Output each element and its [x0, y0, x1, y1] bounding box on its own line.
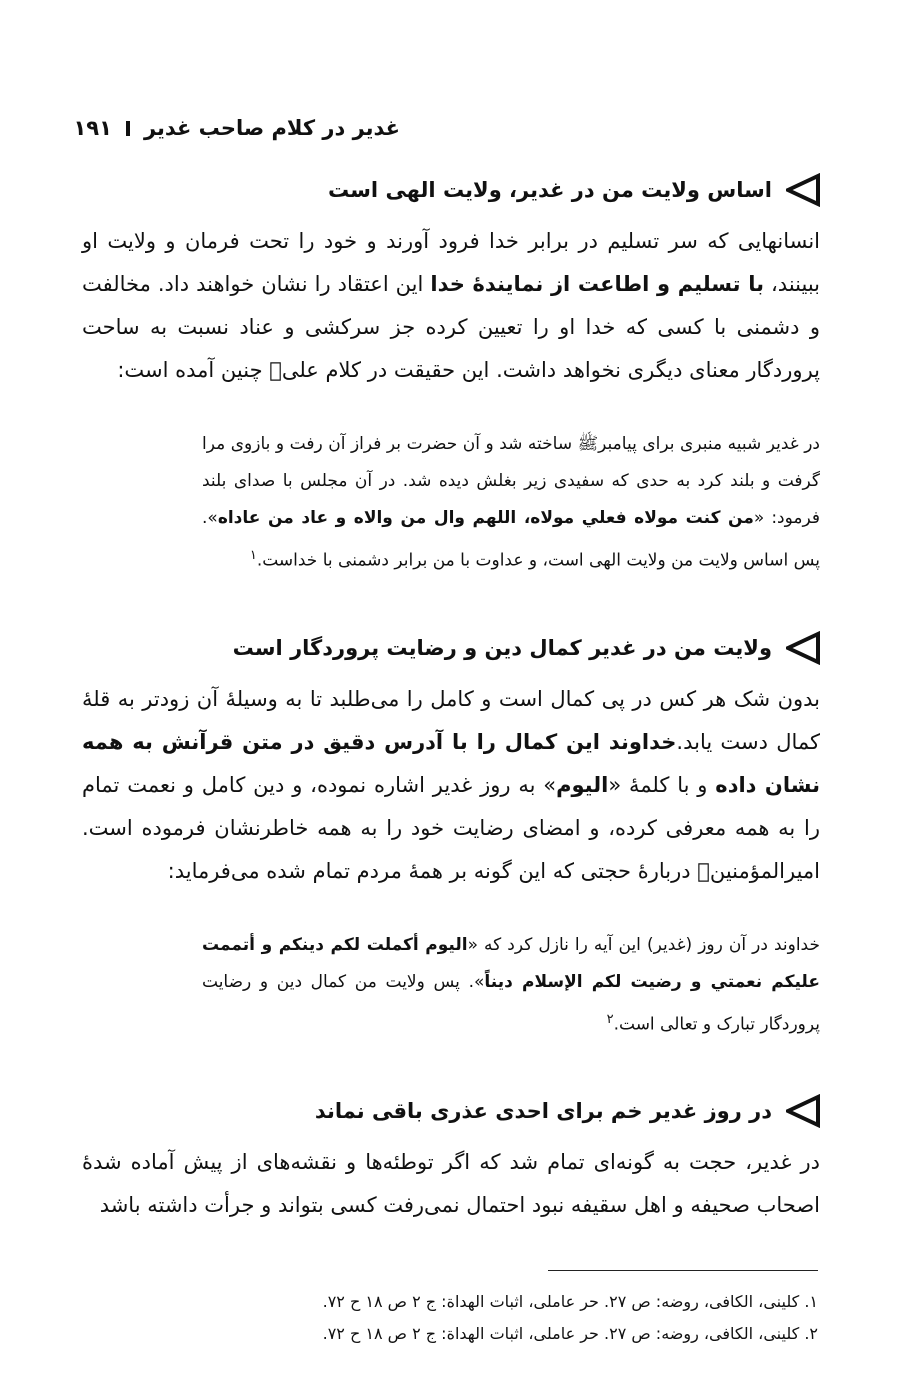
- text: ». پس ولایت من کمال دین و رضایت پروردگار تبارک و تعالی است.: [202, 971, 820, 1035]
- text: این اعتقاد را نشان خواهند داد. مخالفت و دشمنی با کسی که خدا او را تعیین کرده جز سرکشی و عناد نسبت به ساحت پروردگار معنای دیگری نخواهد داشت. این حقیقت در کلام علیؑ چنین آمده است:: [82, 272, 820, 382]
- text: در غدیر، حجت به گونه‌ای تمام شد که اگر توطئه‌ها و نقشه‌های از پیش آماده شدهٔ اصحاب صحیفه و اهل سقیفه نبود احتمال نمی‌رفت کسی بتواند و جرأت داشته باشد: [82, 1150, 820, 1218]
- bold-text: من کنت مولاه فعلي مولاه، اللهم وال من والاه و عاد من عاداه: [217, 508, 754, 528]
- footnotes: [200, 1286, 818, 1350]
- text: » به روز غدیر اشاره نموده، و دین کامل و نعمت تمام را به همه معرفی کرده، و امضای رضایت خود را به همه خاطرنشان فرموده است. امیرالمؤمنینؑ دربارهٔ حجتی که این گونه بر همهٔ مردم تمام شده می‌فرماید:: [82, 772, 820, 883]
- page-content: [82, 168, 820, 1227]
- section-heading: [82, 1089, 820, 1133]
- text: در غدیر شبیه منبری برای پیامبرﷺ ساخته شد و آن حضرت بر فراز آن رفت و بازوی مرا گرفت و بلند کرد به حدی که سفیدی زیر بغلش دیده شد. در آن مجلس با صدای بلند فرمود: «: [202, 434, 821, 528]
- text: ». پس اساس ولایت من ولایت الهی است، و عداوت با من برابر دشمنی با خداست.: [202, 508, 820, 571]
- quotation: [82, 927, 820, 1044]
- section-heading: [82, 626, 820, 670]
- paragraph: [82, 1141, 820, 1227]
- triangle-bullet-icon: [786, 173, 820, 207]
- text: خداوند در آن روز (غدیر) این آیه را نازل کرد که «: [467, 934, 820, 955]
- header-title: غدیر در کلام صاحب غدیر: [143, 116, 400, 140]
- running-header: [73, 116, 400, 140]
- paragraph: [82, 678, 820, 893]
- page-number: ۱۹۱: [73, 116, 112, 140]
- section-title: در روز غدیر خم برای احدی عذری باقی نماند: [314, 1099, 772, 1124]
- bold-text: الیوم أکملت لکم دینکم و أتممت علیکم نعمتي و رضیت لکم الإسلام دیناً: [202, 934, 820, 992]
- section-heading: [82, 168, 820, 212]
- paragraph: [82, 220, 820, 392]
- section-title: ولایت من در غدیر کمال دین و رضایت پروردگار است: [232, 635, 772, 660]
- bold-text: با تسلیم و اطاعت از نمایندهٔ خدا: [430, 272, 764, 296]
- footnote-item: ۱. کلینی، الکافی، روضه: ص ۲۷. حر عاملی، اثبات الهداة: ج ۲ ص ۱۸ ح ۷۲.: [322, 1292, 818, 1311]
- footnote-divider: [548, 1270, 818, 1271]
- section-title: اساس ولایت من در غدیر، ولایت الهی است: [328, 178, 772, 202]
- triangle-bullet-icon: [786, 1094, 820, 1128]
- bold-text: خداوند این کمال را با آدرس دقیق در متن قرآنش به همه نشان داده: [82, 729, 820, 797]
- bold-text: الیوم: [556, 772, 609, 797]
- quotation: [82, 426, 820, 580]
- text: و با کلمهٔ «: [608, 772, 716, 797]
- footnote-marker[interactable]: ۱: [249, 548, 257, 563]
- footnote-marker[interactable]: ۲: [606, 1011, 614, 1027]
- footnote-item: ۲. کلینی، الکافی، روضه: ص ۲۷. حر عاملی، اثبات الهداة: ج ۲ ص ۱۸ ح ۷۲.: [322, 1324, 818, 1343]
- triangle-bullet-icon: [786, 631, 820, 665]
- square-icon: [126, 121, 130, 136]
- text: بدون شک هر کس در پی کمال است و کامل را می‌طلبد تا به وسیلهٔ آن زودتر به قلهٔ کمال دست یابد.: [82, 686, 820, 754]
- text: انسانهایی که سر تسلیم در برابر خدا فرود آورند و خود را تحت فرمان و ولایت او ببینند،: [82, 229, 821, 296]
